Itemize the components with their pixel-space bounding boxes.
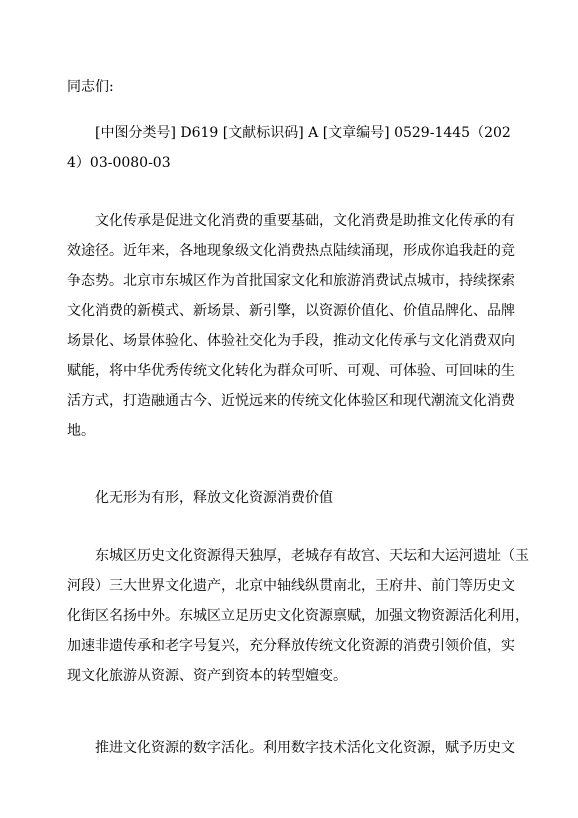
body-paragraph-3 [0, 733, 578, 763]
classification-line: 4）03-0080-03 [67, 155, 171, 171]
paragraph-line: 效途径。近年来，各地现象级文化消费热点陆续涌现，形成你追我赶的竞 [67, 243, 515, 259]
paragraph-line: 推进文化资源的数字活化。利用数字技术活化文化资源，赋予历史文 [95, 740, 515, 756]
classification-info [0, 118, 578, 178]
paragraph-line: 化街区名扬中外。东城区立足历史文化资源禀赋，加强文物资源活化利用， [67, 608, 529, 624]
body-paragraph-1 [0, 206, 578, 446]
classification-line: [中图分类号] D619 [文献标识码] A [文章编号] 0529-1445（202 [95, 125, 511, 141]
paragraph-line: 现文化旅游从资源、资产到资本的转型嬗变。 [67, 668, 347, 684]
salutation [0, 72, 578, 102]
section-heading-text: 化无形为有形，释放文化资源消费价值 [95, 490, 333, 506]
paragraph-line: 争态势。北京市东城区作为首批国家文化和旅游消费试点城市，持续探索 [67, 273, 515, 289]
paragraph-line: 东城区历史文化资源得天独厚，老城存有故宫、天坛和大运河遗址（玉 [95, 548, 529, 564]
paragraph-line: 加速非遗传承和老字号复兴，充分释放传统文化资源的消费引领价值，实 [67, 638, 515, 654]
paragraph-line: 场景化、场景体验化、体验社交化为手段，推动文化传承与文化消费双向 [67, 333, 515, 349]
paragraph-line: 赋能，将中华优秀传统文化转化为群众可听、可观、可体验、可回味的生 [67, 363, 515, 379]
paragraph-line: 文化传承是促进文化消费的重要基础，文化消费是助推文化传承的有 [95, 213, 515, 229]
paragraph-line: 河段）三大世界文化遗产，北京中轴线纵贯南北，王府井、前门等历史文 [67, 578, 515, 594]
paragraph-line: 地。 [67, 423, 95, 439]
paragraph-line: 文化消费的新模式、新场景、新引擎，以资源价值化、价值品牌化、品牌 [67, 303, 515, 319]
paragraph-line: 活方式，打造融通古今、近悦远来的传统文化体验区和现代潮流文化消费 [67, 393, 515, 409]
section-heading [0, 483, 578, 513]
body-paragraph-2 [0, 541, 578, 691]
salutation-line: 同志们: [67, 79, 114, 95]
